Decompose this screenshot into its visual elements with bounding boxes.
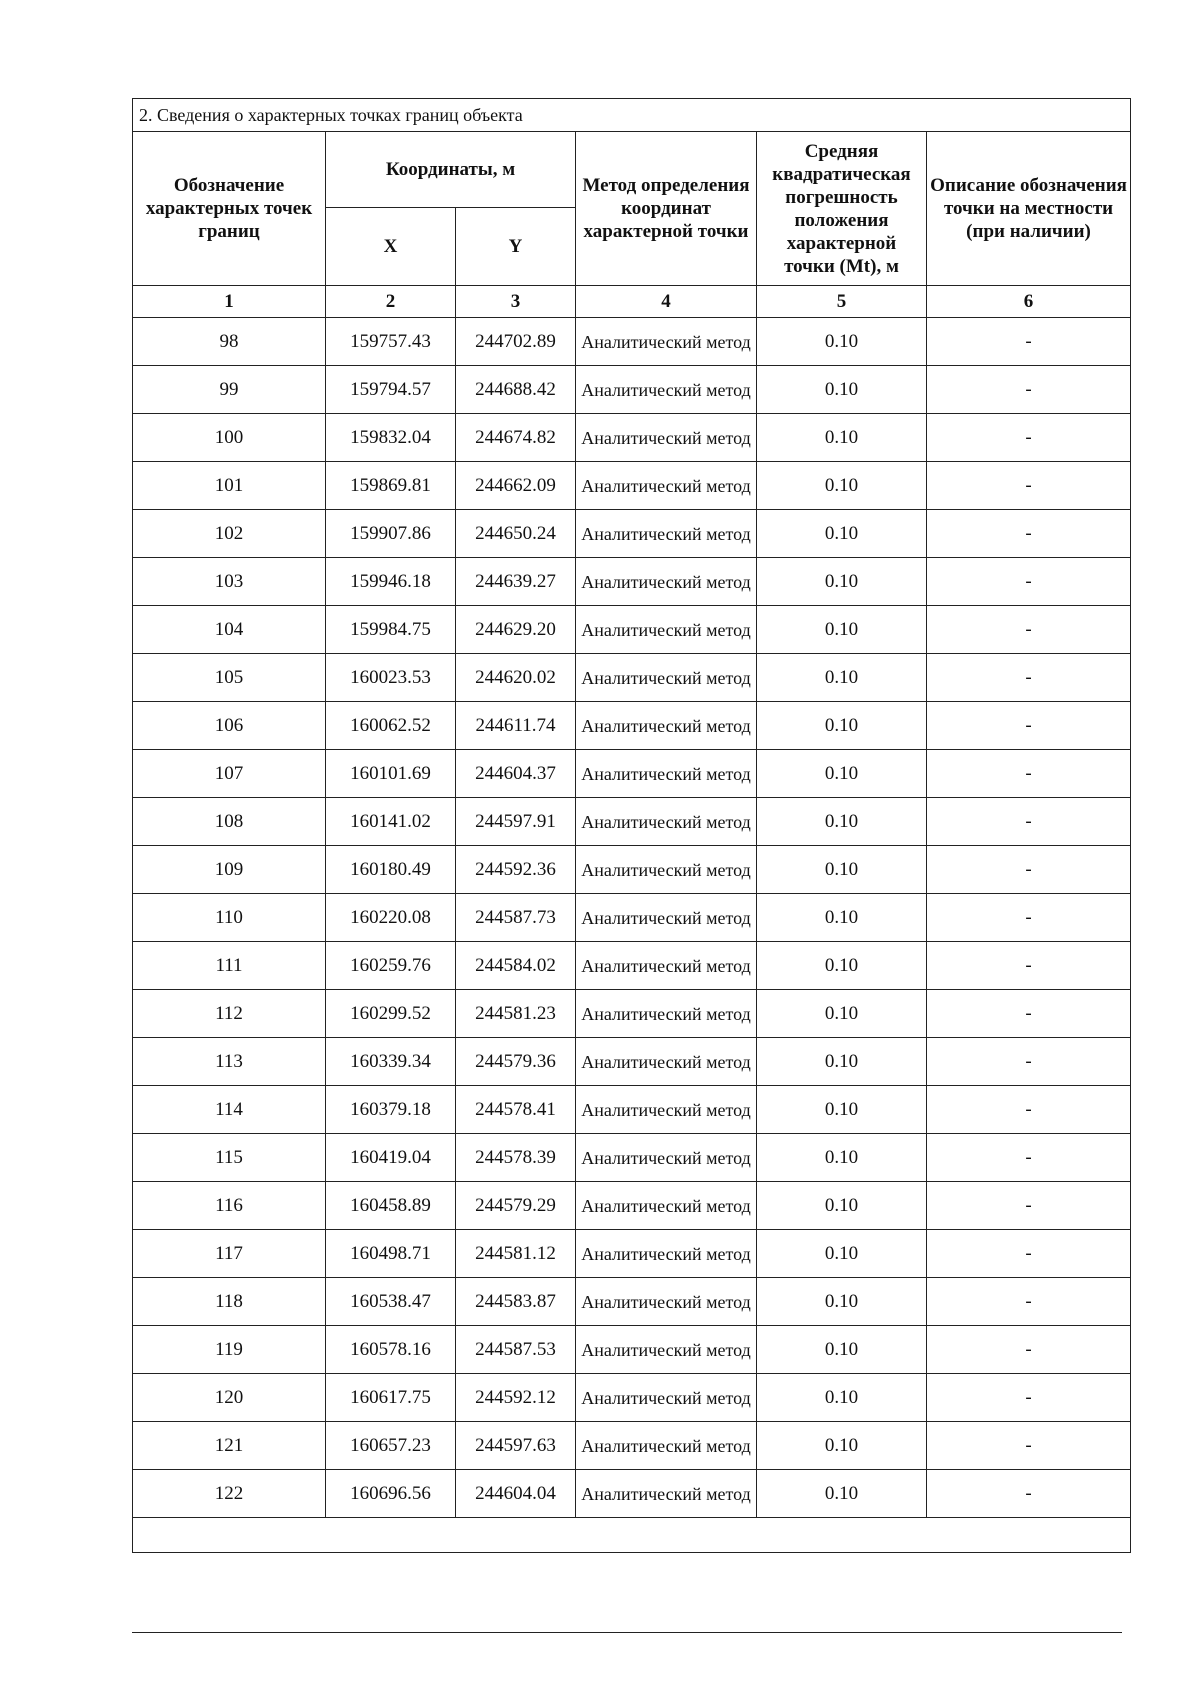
error-value: 0.10 (757, 606, 927, 654)
x-coordinate: 160101.69 (326, 750, 456, 798)
point-id: 117 (133, 1230, 326, 1278)
y-coordinate: 244611.74 (456, 702, 576, 750)
error-value: 0.10 (757, 510, 927, 558)
point-id: 121 (133, 1422, 326, 1470)
description: - (927, 1038, 1131, 1086)
x-coordinate: 160180.49 (326, 846, 456, 894)
method: Аналитический метод (576, 654, 757, 702)
point-id: 107 (133, 750, 326, 798)
error-value: 0.10 (757, 750, 927, 798)
method: Аналитический метод (576, 1086, 757, 1134)
x-coordinate: 160458.89 (326, 1182, 456, 1230)
column-number: 2 (326, 286, 456, 318)
description: - (927, 414, 1131, 462)
point-id: 101 (133, 462, 326, 510)
table-row (133, 318, 1131, 366)
table-row (133, 654, 1131, 702)
x-coordinate: 160141.02 (326, 798, 456, 846)
method: Аналитический метод (576, 558, 757, 606)
x-coordinate: 160498.71 (326, 1230, 456, 1278)
y-coordinate: 244592.36 (456, 846, 576, 894)
table-row (133, 1038, 1131, 1086)
description: - (927, 558, 1131, 606)
point-id: 119 (133, 1326, 326, 1374)
y-coordinate: 244604.37 (456, 750, 576, 798)
column-number: 4 (576, 286, 757, 318)
y-coordinate: 244587.53 (456, 1326, 576, 1374)
description: - (927, 606, 1131, 654)
x-coordinate: 160657.23 (326, 1422, 456, 1470)
point-id: 99 (133, 366, 326, 414)
table-row (133, 1086, 1131, 1134)
column-number: 1 (133, 286, 326, 318)
x-coordinate: 159794.57 (326, 366, 456, 414)
description: - (927, 318, 1131, 366)
table-row (133, 1326, 1131, 1374)
header-method: Метод определения координат характерной точки (576, 132, 757, 286)
method: Аналитический метод (576, 750, 757, 798)
table-row (133, 894, 1131, 942)
point-id: 102 (133, 510, 326, 558)
y-coordinate: 244597.91 (456, 798, 576, 846)
table-row (133, 462, 1131, 510)
method: Аналитический метод (576, 1470, 757, 1518)
error-value: 0.10 (757, 1374, 927, 1422)
table-row (133, 414, 1131, 462)
description: - (927, 654, 1131, 702)
y-coordinate: 244650.24 (456, 510, 576, 558)
y-coordinate: 244579.36 (456, 1038, 576, 1086)
table-row (133, 1470, 1131, 1518)
description: - (927, 750, 1131, 798)
error-value: 0.10 (757, 1134, 927, 1182)
error-value: 0.10 (757, 942, 927, 990)
x-coordinate: 160259.76 (326, 942, 456, 990)
method: Аналитический метод (576, 990, 757, 1038)
description: - (927, 894, 1131, 942)
point-id: 114 (133, 1086, 326, 1134)
table-row (133, 1134, 1131, 1182)
point-id: 104 (133, 606, 326, 654)
y-coordinate: 244584.02 (456, 942, 576, 990)
table-row (133, 1374, 1131, 1422)
y-coordinate: 244581.23 (456, 990, 576, 1038)
header-x: X (326, 208, 456, 286)
error-value: 0.10 (757, 1470, 927, 1518)
x-coordinate: 160339.34 (326, 1038, 456, 1086)
y-coordinate: 244583.87 (456, 1278, 576, 1326)
y-coordinate: 244674.82 (456, 414, 576, 462)
column-number: 3 (456, 286, 576, 318)
point-id: 111 (133, 942, 326, 990)
point-id: 109 (133, 846, 326, 894)
y-coordinate: 244578.39 (456, 1134, 576, 1182)
method: Аналитический метод (576, 1182, 757, 1230)
description: - (927, 1182, 1131, 1230)
error-value: 0.10 (757, 462, 927, 510)
x-coordinate: 160696.56 (326, 1470, 456, 1518)
x-coordinate: 159946.18 (326, 558, 456, 606)
x-coordinate: 159907.86 (326, 510, 456, 558)
x-coordinate: 160617.75 (326, 1374, 456, 1422)
header-coordinates: Координаты, м (326, 132, 576, 208)
table-row (133, 606, 1131, 654)
x-coordinate: 160419.04 (326, 1134, 456, 1182)
error-value: 0.10 (757, 366, 927, 414)
error-value: 0.10 (757, 414, 927, 462)
method: Аналитический метод (576, 1374, 757, 1422)
point-id: 118 (133, 1278, 326, 1326)
boundary-points-sheet (132, 98, 1130, 1553)
method: Аналитический метод (576, 1278, 757, 1326)
method: Аналитический метод (576, 1422, 757, 1470)
error-value: 0.10 (757, 1278, 927, 1326)
table-row (133, 1278, 1131, 1326)
description: - (927, 1230, 1131, 1278)
y-coordinate: 244629.20 (456, 606, 576, 654)
point-id: 105 (133, 654, 326, 702)
bottom-rule (132, 1632, 1122, 1633)
error-value: 0.10 (757, 654, 927, 702)
method: Аналитический метод (576, 1326, 757, 1374)
x-coordinate: 160062.52 (326, 702, 456, 750)
y-coordinate: 244702.89 (456, 318, 576, 366)
table-row (133, 702, 1131, 750)
x-coordinate: 160538.47 (326, 1278, 456, 1326)
point-id: 120 (133, 1374, 326, 1422)
description: - (927, 942, 1131, 990)
method: Аналитический метод (576, 1230, 757, 1278)
method: Аналитический метод (576, 894, 757, 942)
point-id: 103 (133, 558, 326, 606)
method: Аналитический метод (576, 606, 757, 654)
table-row (133, 558, 1131, 606)
error-value: 0.10 (757, 1038, 927, 1086)
y-coordinate: 244662.09 (456, 462, 576, 510)
boundary-points-table (132, 98, 1131, 1553)
x-coordinate: 159757.43 (326, 318, 456, 366)
description: - (927, 510, 1131, 558)
method: Аналитический метод (576, 318, 757, 366)
y-coordinate: 244581.12 (456, 1230, 576, 1278)
point-id: 110 (133, 894, 326, 942)
description: - (927, 1326, 1131, 1374)
table-row (133, 1422, 1131, 1470)
point-id: 116 (133, 1182, 326, 1230)
header-description: Описание обозначения точки на местности (при наличии) (927, 132, 1131, 286)
column-number: 5 (757, 286, 927, 318)
table-row (133, 1230, 1131, 1278)
y-coordinate: 244578.41 (456, 1086, 576, 1134)
method: Аналитический метод (576, 1038, 757, 1086)
y-coordinate: 244604.04 (456, 1470, 576, 1518)
x-coordinate: 160023.53 (326, 654, 456, 702)
description: - (927, 1374, 1131, 1422)
point-id: 115 (133, 1134, 326, 1182)
column-number: 6 (927, 286, 1131, 318)
table-row (133, 510, 1131, 558)
error-value: 0.10 (757, 1326, 927, 1374)
x-coordinate: 159869.81 (326, 462, 456, 510)
point-id: 122 (133, 1470, 326, 1518)
description: - (927, 1470, 1131, 1518)
column-number-row (133, 286, 1131, 318)
error-value: 0.10 (757, 702, 927, 750)
x-coordinate: 160578.16 (326, 1326, 456, 1374)
y-coordinate: 244579.29 (456, 1182, 576, 1230)
description: - (927, 990, 1131, 1038)
description: - (927, 1422, 1131, 1470)
method: Аналитический метод (576, 846, 757, 894)
description: - (927, 1086, 1131, 1134)
method: Аналитический метод (576, 942, 757, 990)
description: - (927, 846, 1131, 894)
method: Аналитический метод (576, 798, 757, 846)
error-value: 0.10 (757, 990, 927, 1038)
method: Аналитический метод (576, 510, 757, 558)
table-row (133, 1182, 1131, 1230)
point-id: 112 (133, 990, 326, 1038)
error-value: 0.10 (757, 846, 927, 894)
error-value: 0.10 (757, 1182, 927, 1230)
table-row (133, 942, 1131, 990)
error-value: 0.10 (757, 558, 927, 606)
y-coordinate: 244639.27 (456, 558, 576, 606)
error-value: 0.10 (757, 798, 927, 846)
point-id: 113 (133, 1038, 326, 1086)
error-value: 0.10 (757, 1422, 927, 1470)
table-row (133, 366, 1131, 414)
description: - (927, 366, 1131, 414)
x-coordinate: 160220.08 (326, 894, 456, 942)
method: Аналитический метод (576, 366, 757, 414)
error-value: 0.10 (757, 894, 927, 942)
point-id: 98 (133, 318, 326, 366)
header-error: Средняя квадратическая погрешность положения характерной точки (Mt), м (757, 132, 927, 286)
x-coordinate: 159984.75 (326, 606, 456, 654)
y-coordinate: 244620.02 (456, 654, 576, 702)
description: - (927, 1278, 1131, 1326)
point-id: 106 (133, 702, 326, 750)
table-row (133, 990, 1131, 1038)
method: Аналитический метод (576, 414, 757, 462)
method: Аналитический метод (576, 462, 757, 510)
method: Аналитический метод (576, 702, 757, 750)
description: - (927, 702, 1131, 750)
error-value: 0.10 (757, 1230, 927, 1278)
error-value: 0.10 (757, 318, 927, 366)
header-y: Y (456, 208, 576, 286)
error-value: 0.10 (757, 1086, 927, 1134)
y-coordinate: 244592.12 (456, 1374, 576, 1422)
section-title: 2. Сведения о характерных точках границ объекта (133, 99, 1131, 132)
point-id: 108 (133, 798, 326, 846)
point-id: 100 (133, 414, 326, 462)
description: - (927, 462, 1131, 510)
table-row (133, 846, 1131, 894)
x-coordinate: 160299.52 (326, 990, 456, 1038)
x-coordinate: 159832.04 (326, 414, 456, 462)
description: - (927, 798, 1131, 846)
y-coordinate: 244587.73 (456, 894, 576, 942)
table-row (133, 750, 1131, 798)
header-point: Обозначение характерных точек границ (133, 132, 326, 286)
method: Аналитический метод (576, 1134, 757, 1182)
y-coordinate: 244688.42 (456, 366, 576, 414)
table-footer-empty (133, 1518, 1131, 1553)
y-coordinate: 244597.63 (456, 1422, 576, 1470)
x-coordinate: 160379.18 (326, 1086, 456, 1134)
table-row (133, 798, 1131, 846)
description: - (927, 1134, 1131, 1182)
